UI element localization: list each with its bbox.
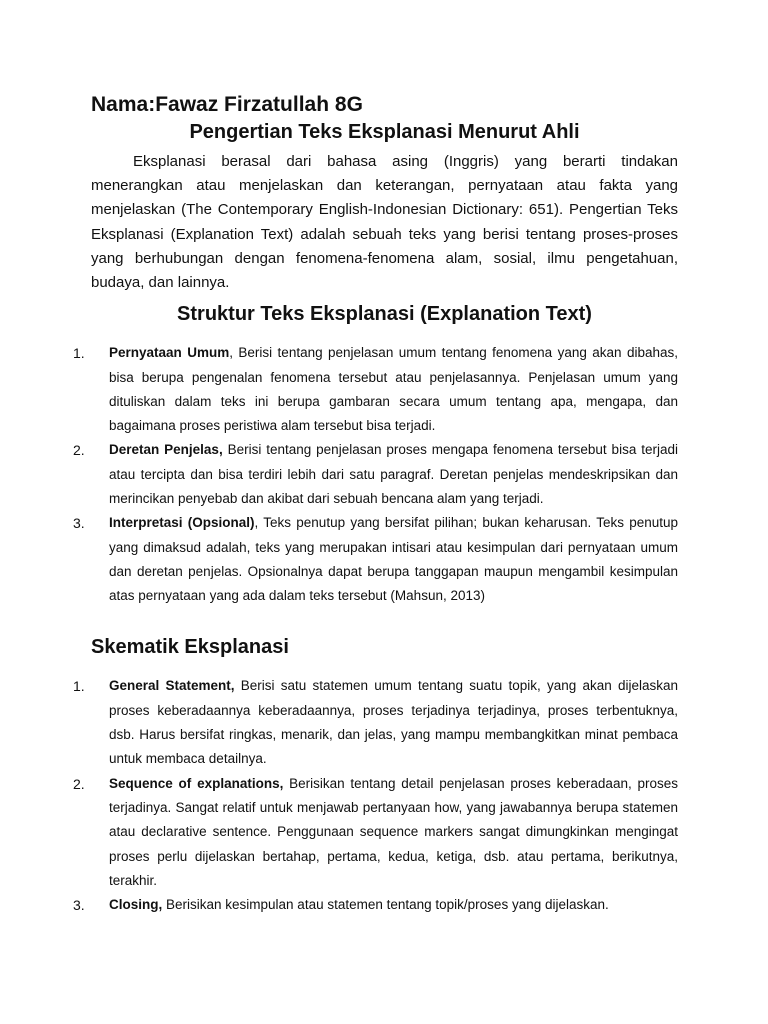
list-item — [73, 341, 679, 438]
item-number: 1. — [73, 678, 85, 695]
item-number: 1. — [73, 345, 85, 362]
item-number: 3. — [73, 515, 85, 532]
skematik-list — [73, 674, 679, 917]
item-text: Berisikan tentang detail penjelasan proses keberadaan, proses terjadinya. Sangat relatif untuk menjawab pertanyaan how, yang jawabannya berupa statemen atau declarative sentence. Penggunaan sequence markers sangat dimungkinkan mengingat proses perlu dijelaskan bertahap, pertama, kedua, ketiga, dsb. atau pertama, berikutnya, terakhir. — [109, 775, 679, 888]
list-item — [73, 511, 678, 608]
item-text: Berisikan kesimpulan atau statemen tentang topik/proses yang dijelaskan. — [162, 897, 609, 913]
list-item — [73, 772, 679, 893]
list-item — [73, 438, 678, 511]
item-term: Interpretasi (Opsional) — [109, 515, 255, 531]
author-name: Nama:Fawaz Firzatullah 8G — [91, 93, 363, 116]
skematik-heading: Skematik Eksplanasi — [91, 636, 289, 659]
item-term: Deretan Penjelas, — [109, 442, 223, 458]
item-text: , Berisi tentang penjelasan umum tentang fenomena yang akan dibahas, bisa berupa pengenalan fenomena tersebut atau penjelasannya. Penjelasan umum yang dituliskan dalam teks ini berupa gambaran secara umum tentang apa, mengapa, dan bagaimana proses peristiwa alam tersebut bisa terjadi. — [109, 345, 679, 434]
item-number: 2. — [73, 775, 85, 792]
item-term: General Statement, — [109, 678, 235, 694]
item-text: Berisi tentang penjelasan proses mengapa fenomena tersebut bisa terjadi atau tercipta dan bisa terdiri lebih dari satu paragraf. Deretan penjelas mendeskripsikan dan merincikan penyebab dan akibat dari sebuah bencana alam yang terjadi. — [109, 442, 678, 506]
item-number: 2. — [73, 442, 85, 459]
item-text: , Teks penutup yang bersifat pilihan; bukan keharusan. Teks penutup yang dimaksud adalah, teks yang merupakan intisari atau kesimpulan dari pernyataan umum dan deretan penjelas. Opsionalnya dapat berupa tanggapan maupun mengambil kesimpulan atas pernyataan yang ada dalam teks tersebut (Mahsun, 2013) — [109, 515, 678, 604]
item-term: Pernyataan Umum — [109, 345, 230, 361]
struktur-list — [73, 341, 679, 608]
item-term: Closing, — [109, 897, 163, 913]
intro-paragraph: Eksplanasi berasal dari bahasa asing (Inggris) yang berarti tindakan menerangkan atau menjelaskan dan keterangan, pernyataan atau fakta yang menjelaskan (The Contemporary English-Indonesian Dictionary: 651). Pengertian Teks Eksplanasi (Explanation Text) adalah sebuah teks yang berisi tentang proses-proses yang berhubungan dengan fenomena-fenomena alam, sosial, ilmu pengetahuan, budaya, dan lainnya. — [91, 153, 678, 292]
list-item — [73, 893, 678, 917]
item-text: Berisi satu statemen umum tentang suatu topik, yang akan dijelaskan proses keberadaannya keberadaannya, proses terjadinya terjadinya, proses terbentuknya, dsb. Harus bersifat ringkas, menarik, dan jelas, yang mampu membangkitkan minat pembaca untuk membaca detailnya. — [109, 678, 678, 767]
page-title: Pengertian Teks Eksplanasi Menurut Ahli — [189, 121, 580, 143]
list-item — [73, 674, 678, 771]
struktur-heading: Struktur Teks Eksplanasi (Explanation Text) — [177, 303, 592, 326]
item-number: 3. — [73, 897, 85, 914]
item-term: Sequence of explanations, — [109, 775, 284, 791]
